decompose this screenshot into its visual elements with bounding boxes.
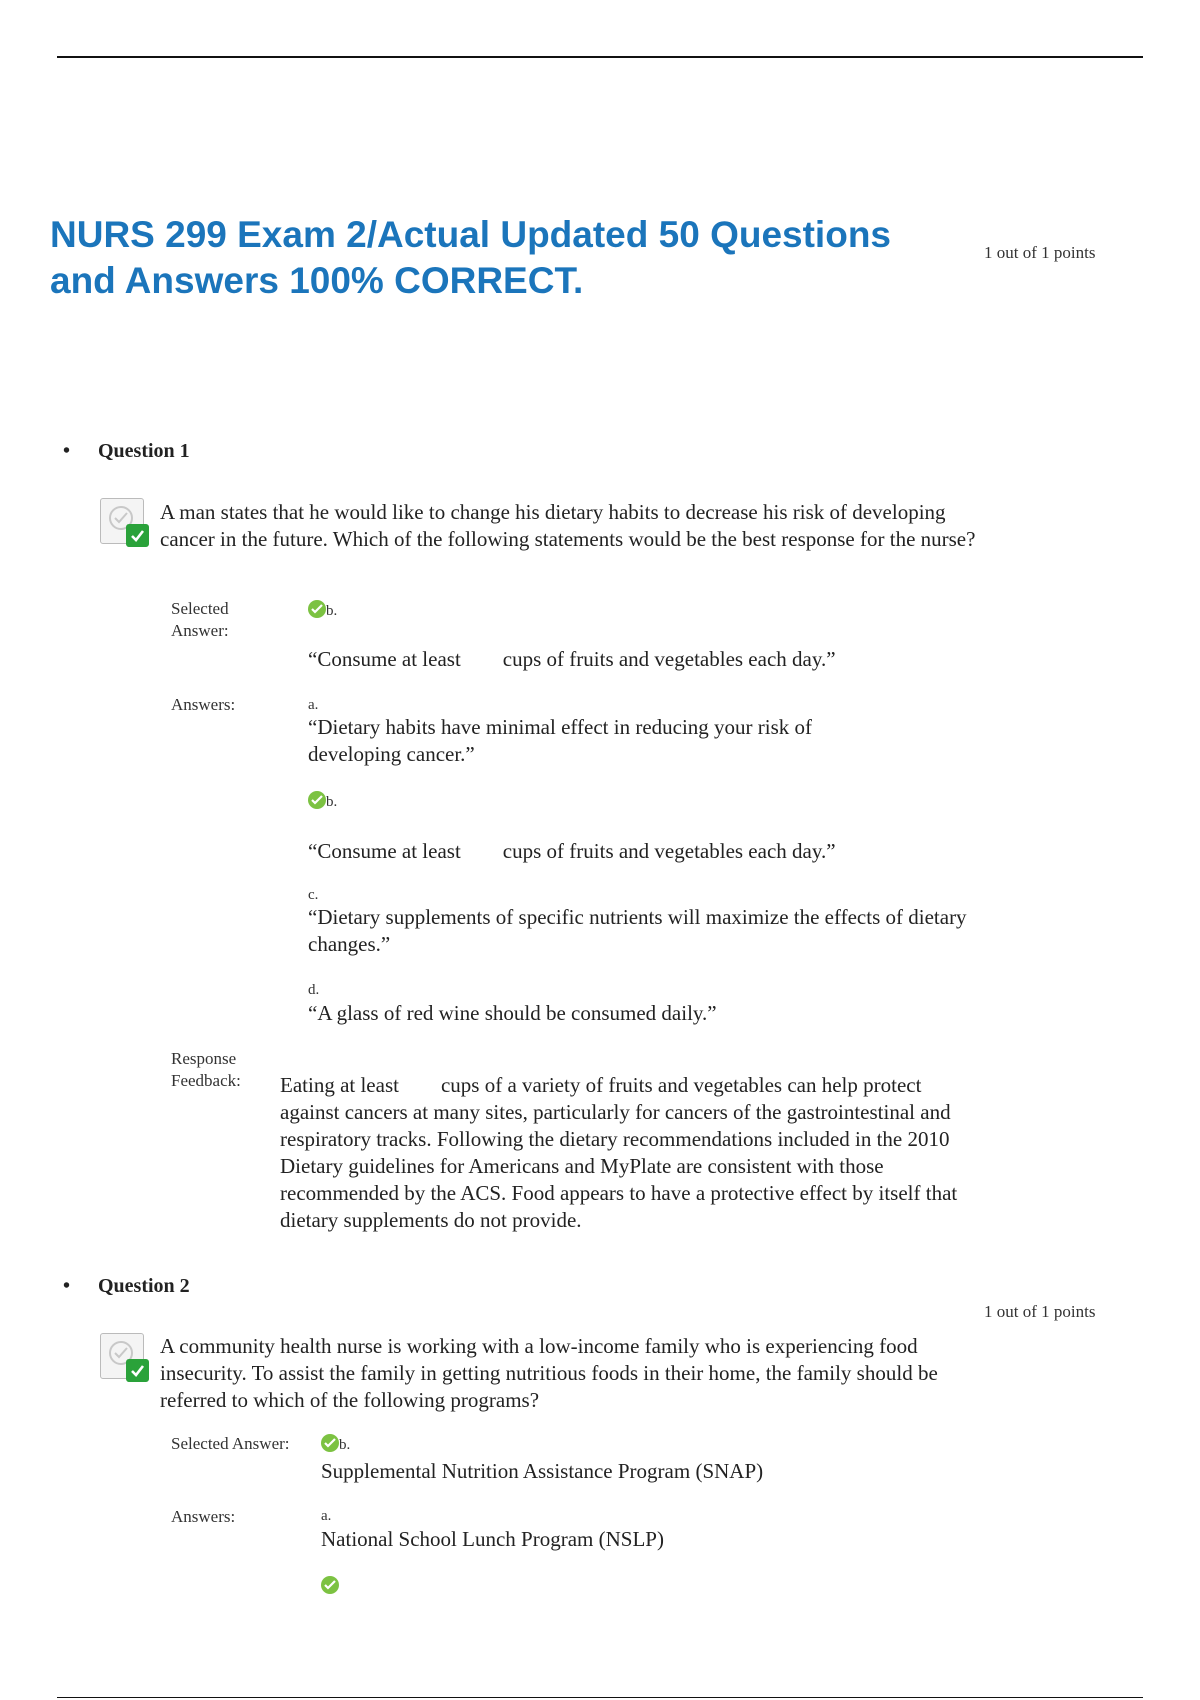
answer-b-letter: b. [326, 794, 338, 810]
selected-answer-letter: b. [339, 1437, 351, 1453]
answer-a-letter: a. [321, 1508, 332, 1524]
correct-check-icon [321, 1576, 339, 1594]
points-q2: 1 out of 1 points [984, 1302, 1096, 1321]
answer-a-text: National School Lunch Program (NSLP) [321, 1527, 664, 1551]
answer-d-text: “A glass of red wine should be consumed daily.” [308, 1001, 717, 1025]
document-title: NURS 299 Exam 2/Actual Updated 50 Questions and Answers 100% CORRECT. [50, 214, 891, 301]
answers-label: Answers: [171, 695, 236, 714]
selected-answer-text: “Consume at least cups of fruits and vegetables each day.” [308, 647, 836, 671]
question-heading-text: Question 1 [98, 440, 190, 462]
selected-answer-label: Selected Answer: [171, 1434, 290, 1453]
graded-question-icon [100, 498, 150, 548]
question-1-heading [63, 440, 190, 463]
graded-question-icon [100, 1333, 150, 1383]
bullet: • [63, 440, 71, 462]
correct-check-icon [308, 600, 326, 618]
response-feedback-text: Eating at least cups of a variety of fruits and vegetables can help protect against cancers at many sites, particularly for cancers of the gastrointestinal and respiratory tracks. Following the dietary recommendations included in the 2010 Dietary guidelines for Americans and MyPlate are consistent with those recommended by the ACS. Food appears to have a protective effect by itself that dietary supplements do not provide. [280, 1073, 958, 1232]
selected-answer-label: Selected Answer: [171, 599, 229, 640]
question-1-text: A man states that he would like to change his dietary habits to decrease his risk of developing cancer in the future. Which of the following statements would be the best response for the nurse? [160, 500, 976, 551]
answer-a-text: “Dietary habits have minimal effect in reducing your risk of developing cancer.” [308, 715, 813, 766]
answer-c-letter: c. [308, 887, 319, 903]
question-2-text: A community health nurse is working with a low-income family who is experiencing food insecurity. To assist the family in getting nutritious foods in their home, the family should be referred to which of the following programs? [160, 1334, 938, 1412]
answer-c-text: “Dietary supplements of specific nutrients will maximize the effects of dietary changes.” [308, 905, 967, 956]
correct-check-icon [321, 1434, 339, 1452]
question-2-heading [63, 1275, 190, 1298]
response-feedback-label: Response Feedback: [171, 1049, 241, 1090]
correct-check-icon [308, 791, 326, 809]
answer-d-letter: d. [308, 982, 320, 998]
top-rule [57, 56, 1143, 58]
bottom-rule [57, 1697, 1143, 1698]
answer-a-letter: a. [308, 697, 319, 713]
answers-label: Answers: [171, 1507, 236, 1526]
answer-b-text: “Consume at least cups of fruits and vegetables each day.” [308, 839, 836, 863]
selected-answer-text: Supplemental Nutrition Assistance Program (SNAP) [321, 1459, 764, 1483]
points-q1: 1 out of 1 points [984, 243, 1096, 262]
selected-answer-letter: b. [326, 603, 338, 619]
question-heading-text: Question 2 [98, 1275, 190, 1297]
bullet: • [63, 1275, 71, 1297]
